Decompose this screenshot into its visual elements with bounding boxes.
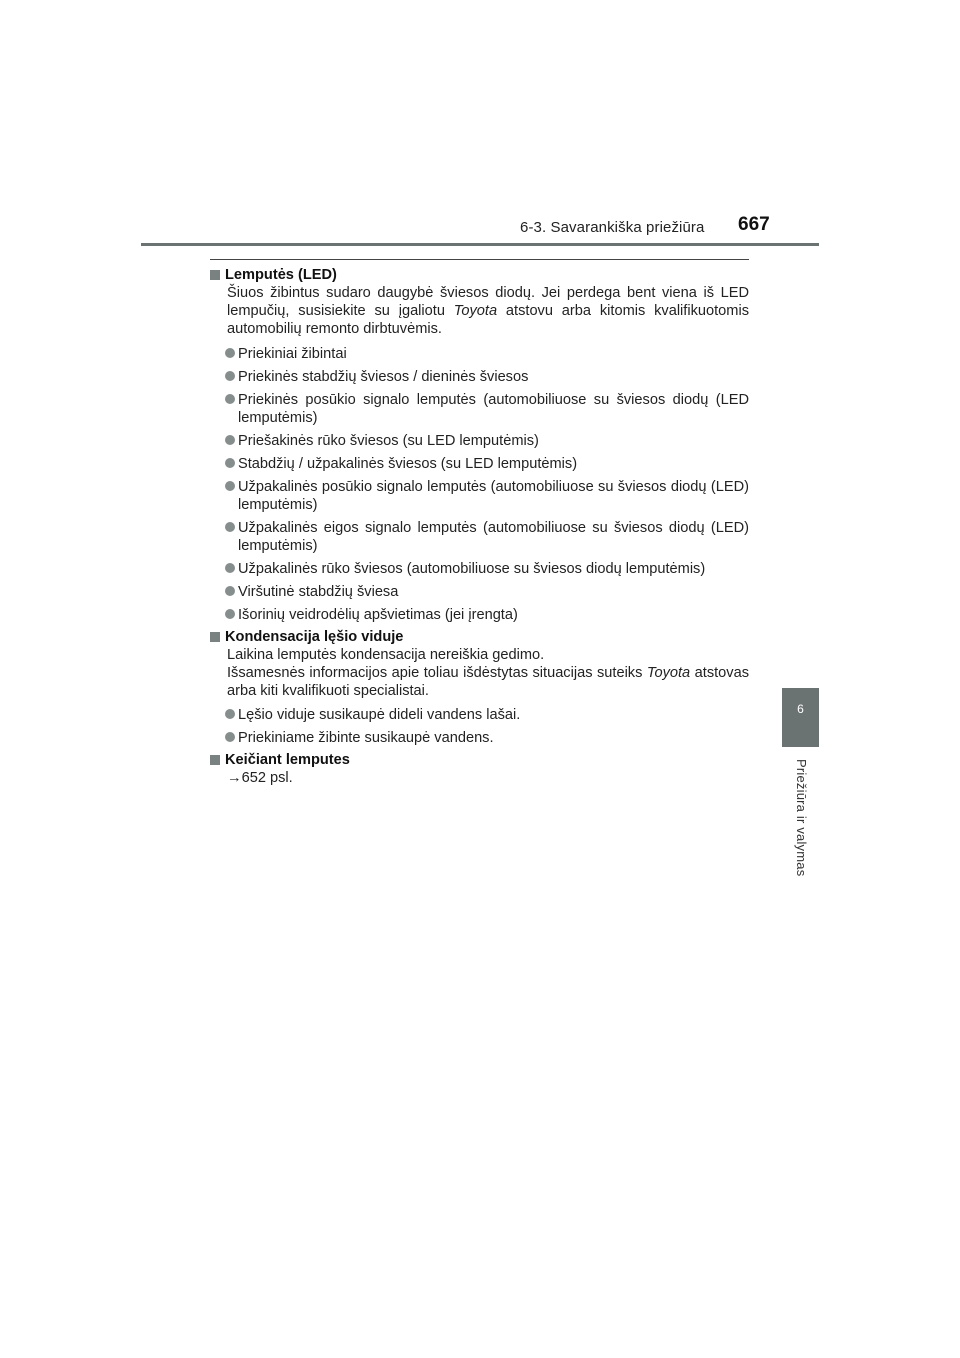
page-reference-text: 652 psl.	[241, 770, 293, 786]
list-item-text: Priešakinės rūko šviesos (su LED lemputėmis)	[238, 433, 539, 449]
section-heading-replacing	[210, 751, 749, 769]
list-item	[210, 478, 749, 514]
list-item-text: Priekinės stabdžių šviesos / dieninės šviesos	[238, 369, 529, 385]
section-square-icon	[210, 755, 220, 765]
list-item-text: Stabdžių / užpakalinės šviesos (su LED lemputėmis)	[238, 456, 578, 472]
arrow-right-icon: →	[227, 770, 242, 786]
bullet-dot-icon	[225, 522, 235, 532]
page-reference[interactable]	[210, 769, 749, 787]
list-item-text: Išorinių veidrodėlių apšvietimas (jei įrengta)	[238, 607, 518, 623]
list-item-text: Užpakalinės posūkio signalo lemputės (automobiliuose su šviesos diodų (LED) lemputėmis)	[238, 479, 749, 513]
brand-name: Toyota	[646, 665, 691, 681]
content-top-rule	[210, 259, 749, 260]
header-rule	[141, 243, 819, 246]
list-item-text: Užpakalinės rūko šviesos (automobiliuose su šviesos diodų lemputėmis)	[238, 561, 706, 577]
list-item-text: Lęšio viduje susikaupė dideli vandens lašai.	[238, 707, 521, 723]
section-heading-text: Lemputės (LED)	[225, 267, 337, 283]
condensation-line1: Laikina lemputės kondensacija nereiškia gedimo.	[227, 647, 545, 663]
bullet-dot-icon	[225, 709, 235, 719]
condensation-line2-part1: Išsamesnės informacijos apie toliau išdėstytas situacijas suteiks	[227, 665, 647, 681]
bullet-dot-icon	[225, 732, 235, 742]
bullet-dot-icon	[225, 435, 235, 445]
list-item	[210, 729, 749, 747]
list-item	[210, 560, 749, 578]
list-item	[210, 706, 749, 724]
list-item-text: Priekiniame žibinte susikaupė vandens.	[238, 730, 494, 746]
bullet-dot-icon	[225, 371, 235, 381]
page-number: 667	[738, 214, 770, 235]
list-item-text: Užpakalinės eigos signalo lemputės (automobiliuose su šviesos diodų (LED) lemputėmis)	[238, 520, 749, 554]
bullet-dot-icon	[225, 609, 235, 619]
brand-name: Toyota	[453, 303, 498, 319]
section-heading-text: Kondensacija lęšio viduje	[225, 629, 404, 645]
list-item	[210, 606, 749, 624]
header-section-title: 6-3. Savarankiška priežiūra	[520, 219, 705, 236]
chapter-tab[interactable]	[782, 688, 819, 747]
list-item	[210, 345, 749, 363]
list-item-text: Viršutinė stabdžių šviesa	[238, 584, 399, 600]
condensation-line2-part2: atstovas arba kiti kvalifikuoti specialistai.	[227, 665, 749, 699]
bullet-dot-icon	[225, 348, 235, 358]
section-square-icon	[210, 632, 220, 642]
section-heading-led	[210, 266, 749, 284]
bullet-dot-icon	[225, 586, 235, 596]
bullet-dot-icon	[225, 563, 235, 573]
led-paragraph-part1: Šiuos žibintus sudaro daugybė šviesos diodų. Jei perdega bent viena iš LED lempučių, susisiekite su įgaliotu	[227, 285, 749, 319]
led-paragraph	[210, 284, 749, 338]
list-item	[210, 368, 749, 386]
bullet-dot-icon	[225, 481, 235, 491]
chapter-tab-number: 6	[797, 702, 804, 716]
condensation-paragraph	[210, 646, 749, 700]
list-item	[210, 583, 749, 601]
list-item-text: Priekinės posūkio signalo lemputės (automobiliuose su šviesos diodų (LED lemputėmis)	[238, 392, 749, 426]
bullet-dot-icon	[225, 394, 235, 404]
list-item	[210, 455, 749, 473]
condensation-line2	[227, 664, 749, 700]
chapter-side-title: Priežiūra ir valymas	[794, 759, 809, 877]
section-square-icon	[210, 270, 220, 280]
page-content	[210, 266, 749, 787]
list-item	[210, 519, 749, 555]
list-item-text: Priekiniai žibintai	[238, 346, 347, 362]
list-item	[210, 391, 749, 427]
bullet-dot-icon	[225, 458, 235, 468]
section-heading-text: Keičiant lemputes	[225, 752, 350, 768]
list-item	[210, 432, 749, 450]
section-heading-condensation	[210, 628, 749, 646]
led-paragraph-part2: atstovu arba kitomis kvalifikuotomis automobilių remonto dirbtuvėmis.	[227, 303, 749, 337]
